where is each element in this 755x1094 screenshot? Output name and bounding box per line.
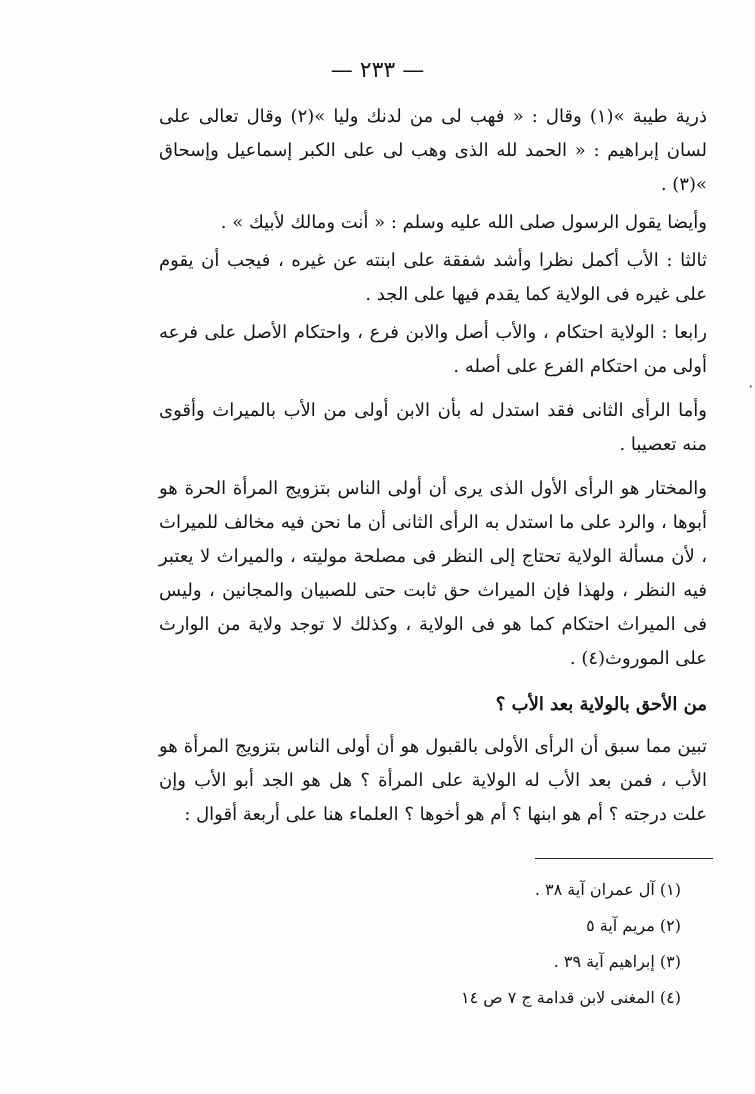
paragraph-hadith: وأيضا يقول الرسول صلى الله عليه وسلم : « أنت ومالك لأبيك » . (220, 212, 707, 233)
footnote-3: (٣) إبراهيم آية ٣٩ . (553, 952, 681, 971)
footnote-2: (٢) مريم آية ٥ (586, 916, 681, 935)
paragraph-chosen-opinion: والمختار هو الرأى الأول الذى يرى أن أولى الناس بتزويج المرأة الحرة هو أبوها ، والرد على ما استدل به الرأى الثانى أن ما نحن فيه مخالف للميراث ، لأن مسألة الولاية تحتاج إلى النظر فى مصلحة موليته ، والميراث لا يعتبر فيه النظر ، ولهذا فإن الميراث حق ثابت حتى للصبيان والمجانين ، وليس فى الميراث احتكام كما هو فى الولاية ، وكذلك لا توجد ولاية من الوارث على الموروث(٤) . (159, 478, 707, 669)
page-number: — ٢٣٣ — (330, 58, 425, 83)
paragraph-closing: تبين مما سبق أن الرأى الأولى بالقبول هو أن أولى الناس بتزويج المرأة هو الأب ، فمن بعد الأب له الولاية على المرأة ؟ هل هو الجد أبو الأب وإن علت درجته ؟ أم هو ابنها ؟ أم هو أخوها ؟ العلماء هنا على أربعة أقوال : (159, 736, 707, 825)
section-heading: من الأحق بالولاية بعد الأب ؟ (495, 694, 707, 715)
paragraph-second-opinion: وأما الرأى الثانى فقد استدل له بأن الابن أولى من الأب بالميراث وأقوى منه تعصيبا . (159, 400, 707, 455)
footnotes (381, 872, 681, 1016)
margin-mark: ۰ (746, 376, 755, 395)
paragraph-verses: ذرية طيبة »(١) وقال : « فهب لى من لدنك وليا »(٢) وقال تعالى على لسان إبراهيم : « الحمد لله الذى وهب لى على الكبر إسماعيل وإسحاق »(٣) . (159, 106, 708, 195)
paragraph-fourth: رابعا : الولاية احتكام ، والأب أصل والابن فرع ، واحتكام الأصل على فرعه أولى من احتكام الفرع على أصله . (159, 322, 707, 377)
main-text (159, 100, 707, 832)
footnote-divider (535, 858, 713, 859)
footnote-1: (١) آل عمران آية ٣٨ . (534, 880, 681, 899)
footnote-4: (٤) المغنى لابن قدامة ج ٧ ص ١٤ (461, 988, 681, 1007)
paragraph-third: ثالثا : الأب أكمل نظرا وأشد شفقة على ابنته عن غيره ، فيجب أن يقوم على غيره فى الولاية كما يقدم فيها على الجد . (159, 250, 707, 305)
